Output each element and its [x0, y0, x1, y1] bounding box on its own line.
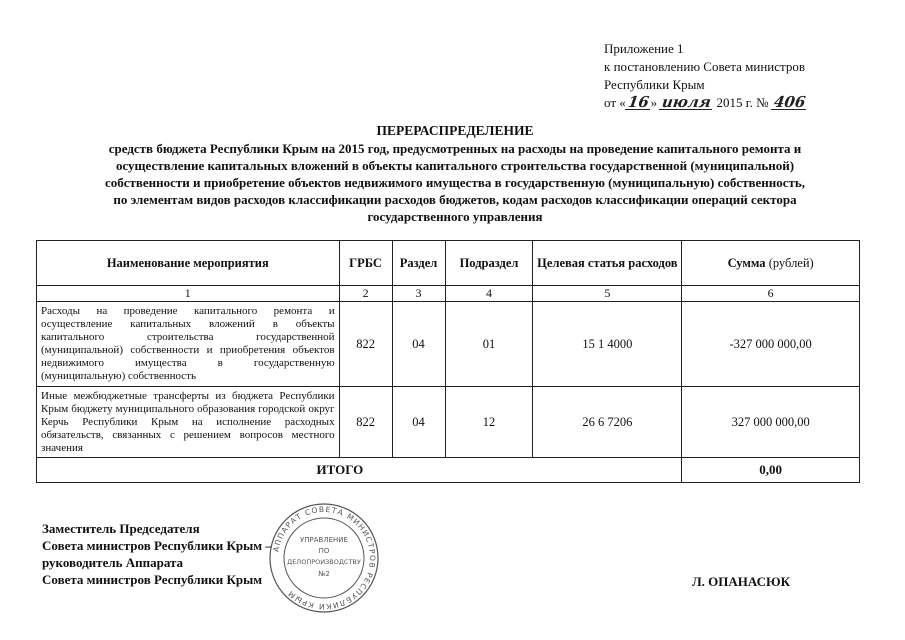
- budget-table: [36, 240, 860, 483]
- header-sum: Сумма (рублей): [682, 241, 860, 286]
- signature-line-4: Совета министров Республики Крым: [42, 572, 263, 587]
- title-line-4: по элементам видов расходов классификации расходов бюджетов, кодам расходов классификации операций сектора: [113, 192, 797, 207]
- stamp-line-4: №2: [318, 570, 330, 578]
- row-grbs: 822: [339, 302, 392, 387]
- row-name: Расходы на проведение капитального ремонта и осуществление капитальных вложений в объекты капитального строительства государственной (муниципальной) собственности и приобретения объектов недвижимого имущества в государственную (муниципальную) собственность: [37, 302, 340, 387]
- row-grbs: 822: [339, 387, 392, 458]
- column-number: 4: [445, 286, 533, 302]
- total-label: ИТОГО: [37, 458, 682, 483]
- row-subsection: 01: [445, 302, 533, 387]
- table-header-row: [37, 241, 860, 286]
- column-number: 3: [392, 286, 445, 302]
- signature-block: [42, 520, 272, 588]
- row-name: Иные межбюджетные трансферты из бюджета Республики Крым бюджету муниципального образования городской округ Керчь Республики Крым на исполнение расходных обязательств, связанных с решением вопросов местного значения: [37, 387, 340, 458]
- header-subsection: Подраздел: [445, 241, 533, 286]
- row-target: 26 6 7206: [533, 387, 682, 458]
- appendix-header: [604, 40, 807, 112]
- handwritten-day: 16: [626, 93, 650, 111]
- column-number: 6: [682, 286, 860, 302]
- title-line-5: государственного управления: [367, 209, 543, 224]
- handwritten-number: 406: [772, 93, 807, 111]
- signature-line-3: руководитель Аппарата: [42, 555, 184, 570]
- header-section: Раздел: [392, 241, 445, 286]
- stamp-line-3: ДЕЛОПРОИЗВОДСТВУ: [287, 558, 361, 566]
- appendix-date: от «16» июля 2015 г. № 406: [604, 93, 807, 111]
- signer-name: Л. ОПАНАСЮК: [692, 574, 791, 589]
- title-line-2: осуществление капитальных вложений в объекты капитального строительства государственной (муниципальной): [115, 158, 795, 173]
- handwritten-month: июля: [661, 93, 713, 111]
- table-row: [37, 387, 860, 458]
- column-number: 1: [37, 286, 340, 302]
- row-subsection: 12: [445, 387, 533, 458]
- row-section: 04: [392, 387, 445, 458]
- table-row: [37, 302, 860, 387]
- column-number: 5: [533, 286, 682, 302]
- stamp-outer-text: АППАРАТ СОВЕТА МИНИСТРОВ РЕСПУБЛИКИ КРЫМ: [271, 504, 378, 612]
- appendix-line-1: Приложение 1: [604, 41, 684, 56]
- header-grbs: ГРБС: [339, 241, 392, 286]
- appendix-line-3: Республики Крым: [604, 77, 705, 92]
- header-name: Наименование мероприятия: [37, 241, 340, 286]
- column-numbers-row: [37, 286, 860, 302]
- row-sum: 327 000 000,00: [682, 387, 860, 458]
- header-target: Целевая статья расходов: [533, 241, 682, 286]
- row-target: 15 1 4000: [533, 302, 682, 387]
- title-line-3: собственности и приобретение объектов недвижимого имущества в государственную (муниципальную) собственность,: [104, 175, 806, 190]
- office-stamp: [268, 502, 380, 614]
- row-sum: -327 000 000,00: [682, 302, 860, 387]
- signature-line-1: Заместитель Председателя: [42, 521, 200, 536]
- total-sum: 0,00: [682, 458, 860, 483]
- stamp-line-2: ПО: [318, 547, 330, 555]
- signature-line-2: Совета министров Республики Крым –: [42, 538, 272, 553]
- title-main: ПЕРЕРАСПРЕДЕЛЕНИЕ: [376, 123, 534, 138]
- column-number: 2: [339, 286, 392, 302]
- total-row: [37, 458, 860, 483]
- row-section: 04: [392, 302, 445, 387]
- appendix-line-2: к постановлению Совета министров: [604, 59, 805, 74]
- title-line-1: средств бюджета Республики Крым на 2015 год, предусмотренных на расходы на проведение капитального ремонта и: [108, 141, 802, 156]
- stamp-line-1: УПРАВЛЕНИЕ: [300, 536, 348, 544]
- document-title: [20, 122, 890, 225]
